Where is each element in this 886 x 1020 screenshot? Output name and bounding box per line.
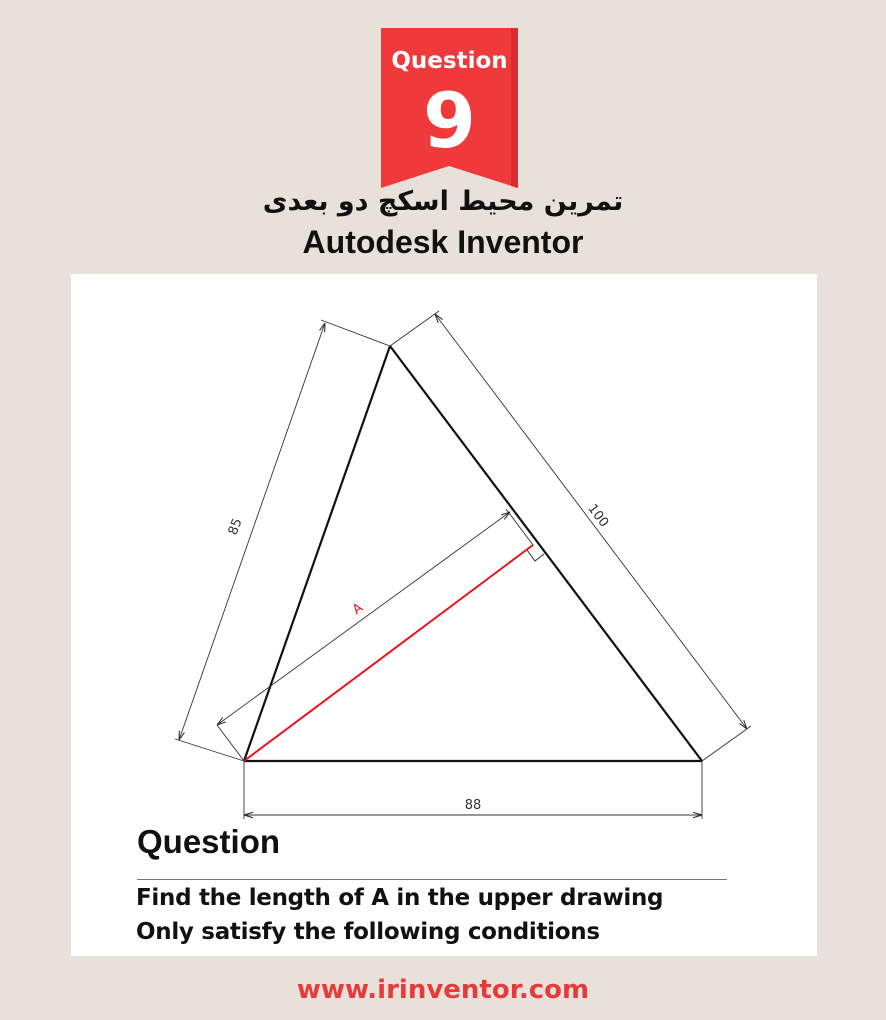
question-heading: Question <box>137 823 281 860</box>
dimension-label-85: 85 <box>225 516 246 538</box>
badge-number: 9 <box>423 76 476 165</box>
extension-lines <box>175 311 751 819</box>
dimension-line-100 <box>435 314 747 729</box>
dimension-line-85 <box>179 323 325 740</box>
divider <box>137 879 727 880</box>
target-line-a <box>244 545 533 761</box>
dimension-label-88: 88 <box>464 798 482 813</box>
app-title: Autodesk Inventor <box>302 224 584 260</box>
badge-label: Question <box>391 48 508 74</box>
question-text-line-1: Find the length of A in the upper drawing <box>136 885 664 911</box>
dimension-label-100: 100 <box>584 501 612 531</box>
triangle-side-right <box>390 346 702 761</box>
dimension-line-a <box>217 512 510 725</box>
drawing-panel <box>71 274 817 956</box>
dimension-label-a: A <box>349 600 366 618</box>
right-angle-marker <box>527 550 544 561</box>
triangle-side-left <box>244 346 390 761</box>
question-badge <box>381 28 518 190</box>
persian-title: تمرین محیط اسکچ دو بعدی <box>262 186 624 217</box>
triangle-outline <box>244 346 702 761</box>
website-link[interactable]: www.irinventor.com <box>296 975 590 1005</box>
question-text-line-2: Only satisfy the following conditions <box>136 919 600 945</box>
